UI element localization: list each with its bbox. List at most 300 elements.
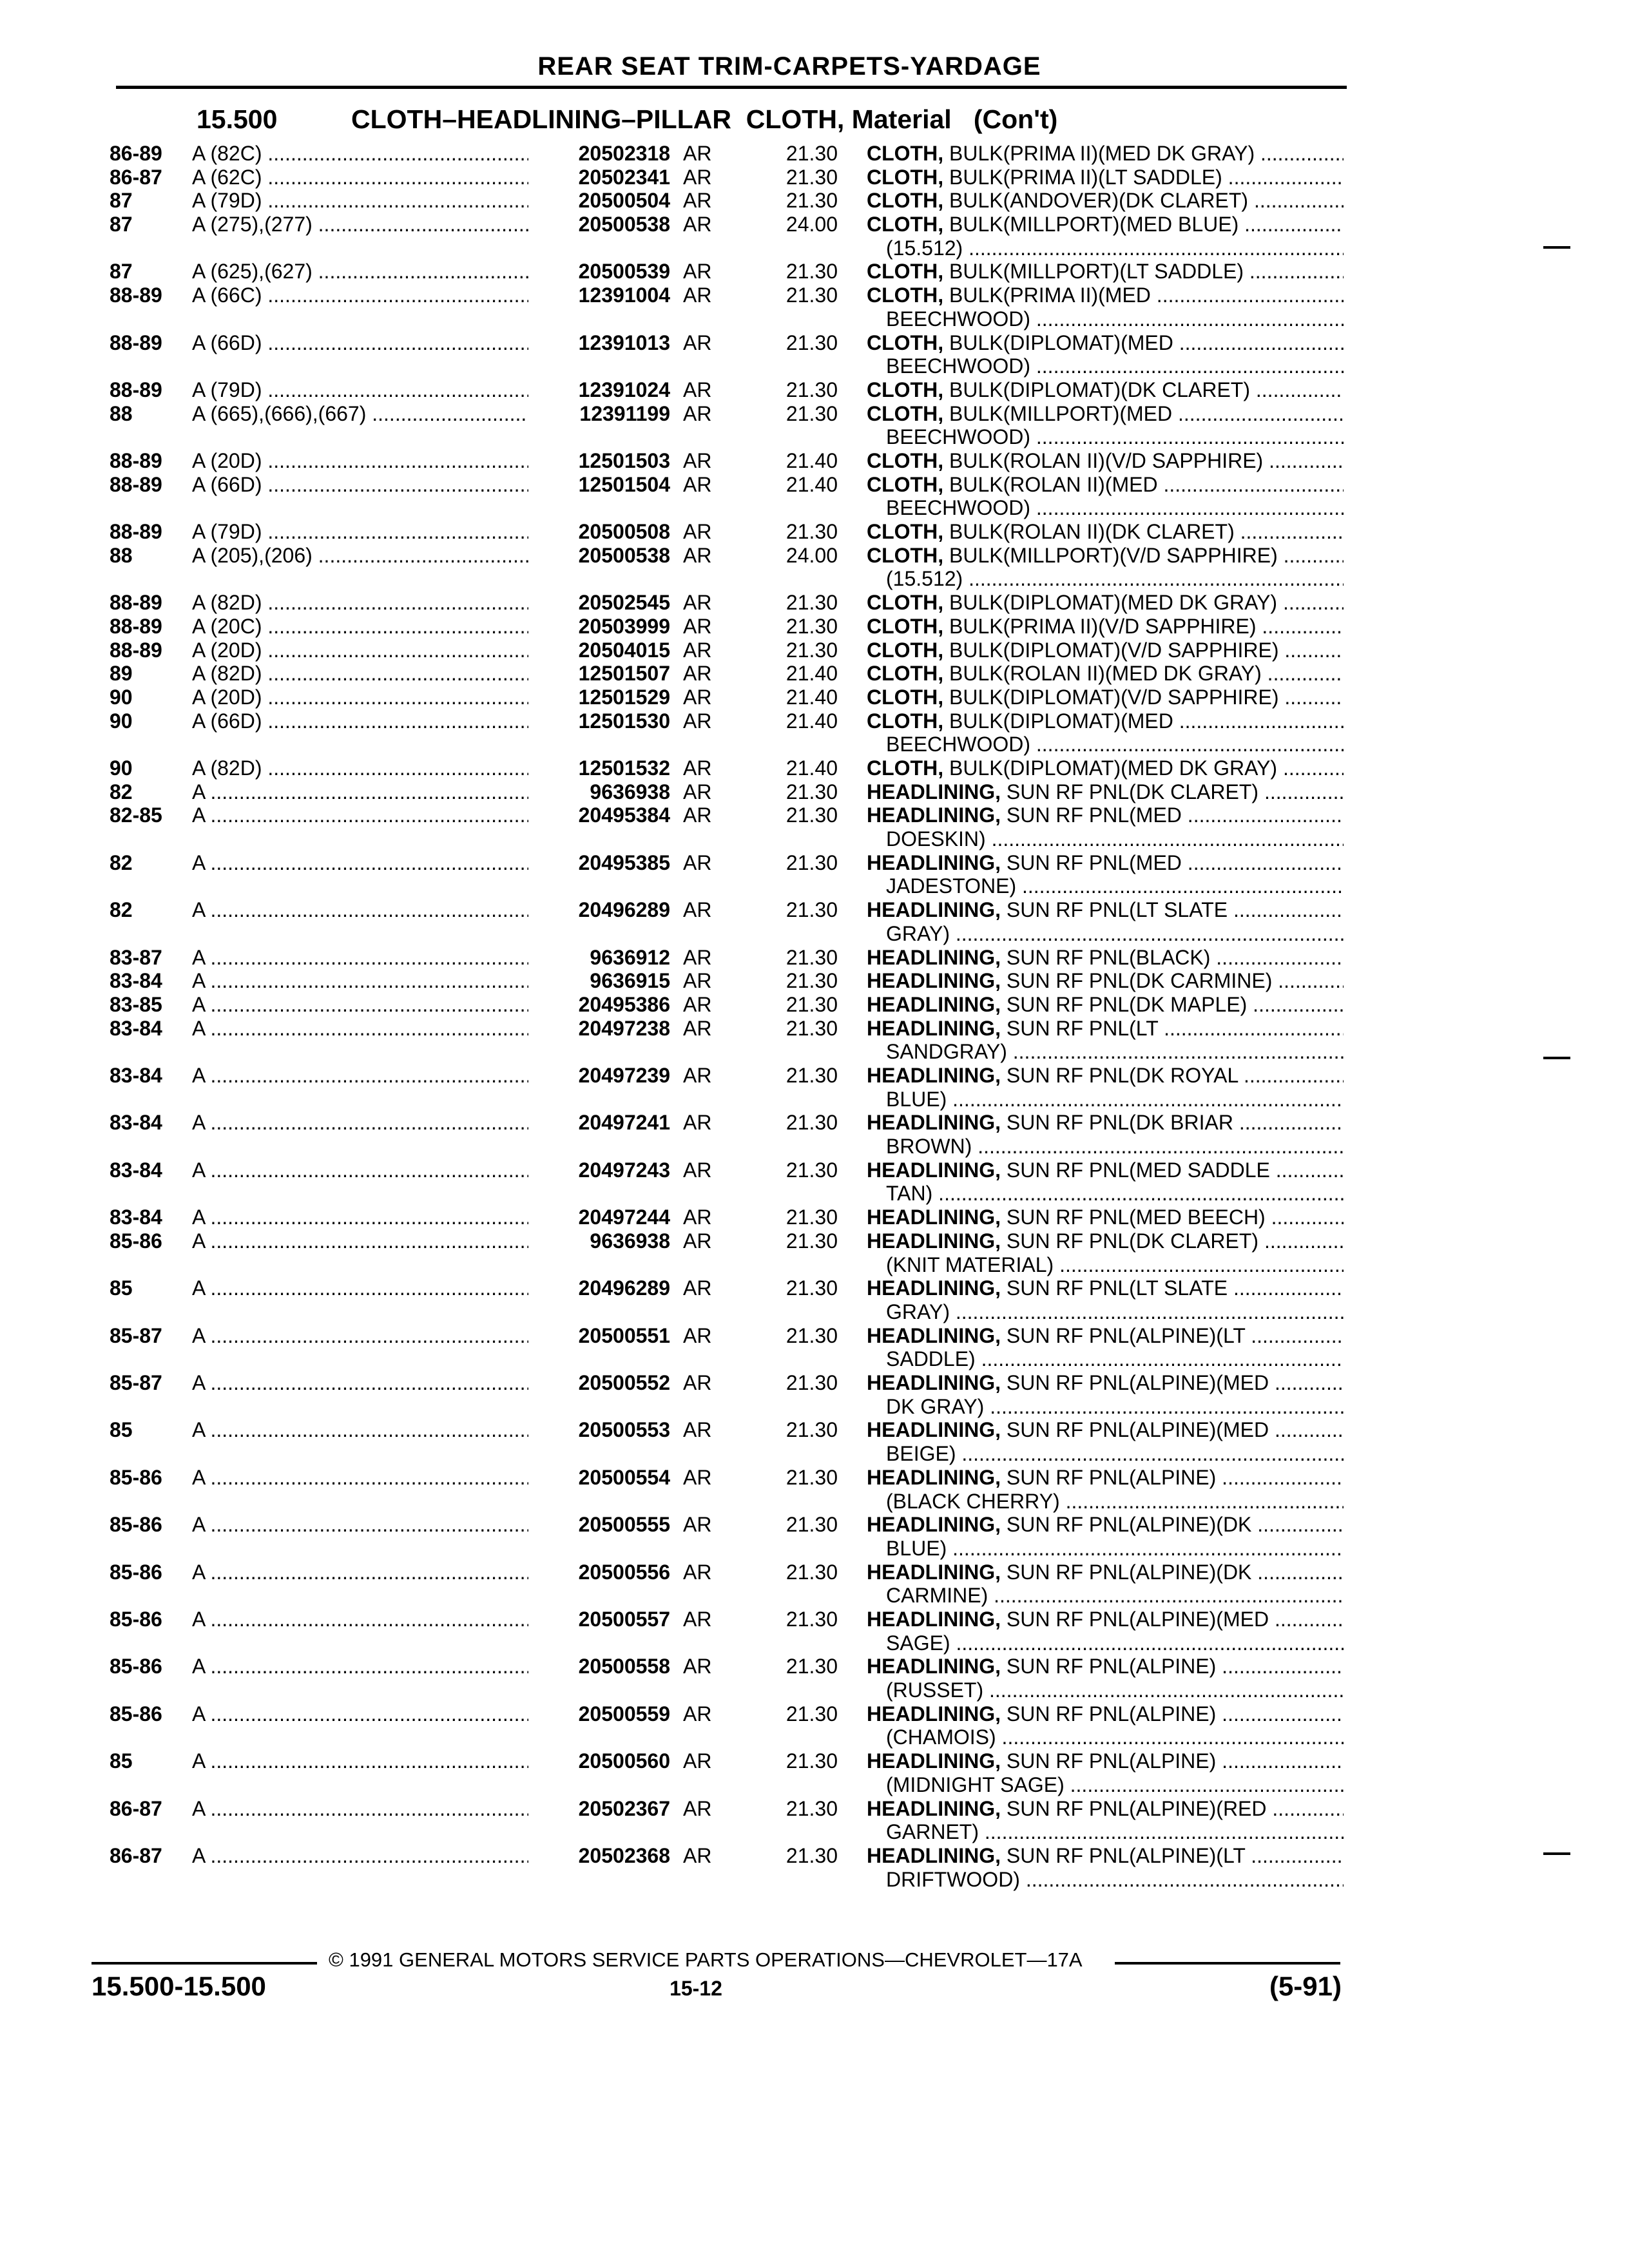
section-title: CLOTH–HEADLINING–PILLAR CLOTH, Material (Con't) — [351, 104, 1058, 134]
model-year: 83-84 — [110, 1158, 162, 1182]
model-year: 86-87 — [110, 165, 162, 189]
model-year: 83-84 — [110, 1111, 162, 1135]
description-line — [867, 591, 1344, 615]
quantity: AR — [683, 1607, 712, 1631]
description-line — [867, 1844, 1344, 1868]
model-year: 88-89 — [110, 638, 162, 662]
price: 21.30 — [786, 1016, 838, 1040]
description-keyword: CLOTH, — [867, 591, 944, 615]
table-row — [0, 1797, 1629, 1844]
description — [867, 1017, 1344, 1064]
illustration-ref: A ..... — [192, 803, 540, 827]
quantity: AR — [683, 165, 712, 189]
description-keyword: HEADLINING, — [867, 1796, 1001, 1820]
price: 21.40 — [786, 709, 838, 733]
description-text: SUN RF PNL(DK CLARET) — [1001, 1229, 1259, 1253]
description-text: BULK(MILLPORT)(LT SADDLE) — [943, 260, 1244, 284]
table-row — [0, 1229, 1629, 1276]
description-text: SUN RF PNL(MED SADDLE — [1001, 1158, 1270, 1182]
quantity: AR — [683, 945, 712, 969]
description — [867, 1655, 1344, 1702]
model-year: 85-86 — [110, 1607, 162, 1631]
description-keyword: HEADLINING, — [867, 1465, 1001, 1489]
model-year: 88-89 — [110, 591, 162, 615]
description — [867, 473, 1344, 520]
quantity: AR — [683, 1749, 712, 1773]
description — [867, 709, 1344, 756]
illustration-ref: A ..... — [192, 851, 540, 875]
description-text: BULK(DIPLOMAT)(DK CLARET) — [943, 378, 1250, 401]
quantity: AR — [683, 803, 712, 827]
quantity: AR — [683, 1323, 712, 1347]
illustration-ref: A ..... — [192, 1017, 540, 1041]
part-number: 20497244 — [528, 1206, 670, 1229]
margin-mark — [1543, 1057, 1570, 1059]
description-keyword: CLOTH, — [867, 213, 944, 236]
description-line — [867, 1608, 1344, 1631]
description-line — [867, 1466, 1344, 1490]
price: 21.30 — [786, 142, 838, 165]
price: 21.30 — [786, 1796, 838, 1820]
model-year: 82 — [110, 850, 133, 874]
description-continuation: DK GRAY) ..... — [867, 1395, 1344, 1419]
description — [867, 378, 1344, 402]
illustration-ref: A (79D) ..... — [192, 378, 540, 402]
description-text: SUN RF PNL(ALPINE)(DK — [1001, 1560, 1252, 1584]
table-row — [0, 1206, 1629, 1229]
description-line — [867, 709, 1344, 733]
description-continuation: BEIGE) ..... — [867, 1442, 1344, 1466]
price: 21.40 — [786, 662, 838, 686]
description-keyword: HEADLINING, — [867, 1702, 1001, 1725]
description-keyword: HEADLINING, — [867, 1418, 1001, 1442]
part-number: 9636938 — [528, 780, 670, 804]
description-continuation: SAGE) ..... — [867, 1631, 1344, 1655]
description-line — [867, 1017, 1344, 1041]
description — [867, 1513, 1344, 1560]
table-row — [0, 1513, 1629, 1560]
table-row — [0, 709, 1629, 756]
quantity: AR — [683, 992, 712, 1016]
quantity: AR — [683, 1158, 712, 1182]
table-row — [0, 166, 1629, 189]
description-text: SUN RF PNL(ALPINE)(MED — [1001, 1371, 1269, 1395]
description-line — [867, 615, 1344, 639]
part-number: 20500553 — [528, 1418, 670, 1442]
table-row — [0, 284, 1629, 331]
description — [867, 189, 1344, 213]
header-rule — [116, 86, 1347, 89]
part-number: 9636915 — [528, 969, 670, 993]
model-year: 83-84 — [110, 1063, 162, 1087]
price: 21.30 — [786, 614, 838, 638]
quantity: AR — [683, 378, 712, 401]
model-year: 89 — [110, 662, 133, 686]
price: 21.30 — [786, 1843, 838, 1867]
model-year: 85-87 — [110, 1323, 162, 1347]
price: 21.30 — [786, 1276, 838, 1300]
description-continuation: BEECHWOOD) ..... — [867, 496, 1344, 520]
model-year: 88-89 — [110, 378, 162, 401]
part-number: 20497238 — [528, 1017, 670, 1041]
description-keyword: CLOTH, — [867, 142, 944, 165]
price: 21.30 — [786, 992, 838, 1016]
description-keyword: CLOTH, — [867, 756, 944, 780]
illustration-ref: A ..... — [192, 780, 540, 804]
price: 21.30 — [786, 638, 838, 662]
description-line — [867, 1111, 1344, 1135]
description — [867, 1206, 1344, 1229]
quantity: AR — [683, 449, 712, 472]
description-line — [867, 780, 1344, 804]
description-keyword: CLOTH, — [867, 685, 944, 709]
price: 21.30 — [786, 1702, 838, 1725]
description-line — [867, 1064, 1344, 1088]
description-text: SUN RF PNL(ALPINE) — [1001, 1655, 1217, 1678]
price: 21.30 — [786, 803, 838, 827]
table-row — [0, 686, 1629, 709]
description — [867, 993, 1344, 1017]
table-row — [0, 639, 1629, 662]
description-line — [867, 544, 1344, 568]
quantity: AR — [683, 189, 712, 213]
model-year: 88-89 — [110, 614, 162, 638]
table-row — [0, 1276, 1629, 1323]
model-year: 88-89 — [110, 520, 162, 544]
quantity: AR — [683, 1229, 712, 1253]
description-keyword: HEADLINING, — [867, 1063, 1001, 1087]
table-row — [0, 780, 1629, 804]
description-text: BULK(PRIMA II)(MED DK GRAY) — [943, 142, 1255, 165]
description-text: BULK(DIPLOMAT)(MED DK GRAY) — [943, 756, 1278, 780]
description-line — [867, 1749, 1344, 1773]
description-keyword: HEADLINING, — [867, 1016, 1001, 1040]
description-line — [867, 993, 1344, 1017]
description-line — [867, 851, 1344, 875]
page-number: 15-12 — [670, 1977, 722, 2000]
illustration-ref: A ..... — [192, 1206, 540, 1229]
description-keyword: CLOTH, — [867, 165, 944, 189]
description-text: SUN RF PNL(LT — [1001, 1016, 1159, 1040]
description-keyword: CLOTH, — [867, 378, 944, 401]
quantity: AR — [683, 898, 712, 922]
quantity: AR — [683, 1843, 712, 1867]
model-year: 83-84 — [110, 1206, 162, 1229]
description-keyword: HEADLINING, — [867, 1371, 1001, 1395]
illustration-ref: A (66D) ..... — [192, 331, 540, 355]
table-row — [0, 142, 1629, 166]
description — [867, 662, 1344, 686]
price: 21.30 — [786, 260, 838, 284]
description — [867, 1844, 1344, 1891]
quantity: AR — [683, 969, 712, 993]
part-number: 20495385 — [528, 851, 670, 875]
page-title: REAR SEAT TRIM-CARPETS-YARDAGE — [537, 52, 1041, 81]
price: 21.30 — [786, 1418, 838, 1442]
description-keyword: HEADLINING, — [867, 780, 1001, 803]
illustration-ref: A ..... — [192, 1064, 540, 1088]
price: 21.30 — [786, 1063, 838, 1087]
part-number: 20502367 — [528, 1797, 670, 1821]
description-keyword: HEADLINING, — [867, 969, 1001, 993]
model-year: 85-87 — [110, 1371, 162, 1395]
illustration-ref: A ..... — [192, 1276, 540, 1300]
description-text: SUN RF PNL(DK BRIAR — [1001, 1111, 1233, 1135]
price: 21.30 — [786, 520, 838, 544]
description — [867, 615, 1344, 639]
part-number: 20497239 — [528, 1064, 670, 1088]
illustration-ref: A ..... — [192, 1844, 540, 1868]
part-number: 20500508 — [528, 520, 670, 544]
table-row — [0, 1158, 1629, 1206]
illustration-ref: A ..... — [192, 1513, 540, 1537]
price: 21.30 — [786, 189, 838, 213]
description-line — [867, 1371, 1344, 1395]
quantity: AR — [683, 591, 712, 615]
model-year: 82 — [110, 898, 133, 922]
model-year: 82-85 — [110, 803, 162, 827]
quantity: AR — [683, 1111, 712, 1135]
description-line — [867, 969, 1344, 993]
part-number: 20496289 — [528, 1276, 670, 1300]
description-keyword: HEADLINING, — [867, 1513, 1001, 1537]
table-row — [0, 1561, 1629, 1608]
quantity: AR — [683, 756, 712, 780]
description-text: BULK(PRIMA II)(V/D SAPPHIRE) — [943, 614, 1257, 638]
description-keyword: CLOTH, — [867, 331, 944, 354]
quantity: AR — [683, 520, 712, 544]
quantity: AR — [683, 1206, 712, 1229]
illustration-ref: A (275),(277) ..... — [192, 213, 540, 236]
description-text: BULK(MILLPORT)(MED — [943, 401, 1173, 425]
model-year: 87 — [110, 260, 133, 284]
description-keyword: HEADLINING, — [867, 1158, 1001, 1182]
description-continuation: GRAY) ..... — [867, 922, 1344, 946]
description-line — [867, 189, 1344, 213]
price: 21.30 — [786, 378, 838, 401]
quantity: AR — [683, 472, 712, 496]
description — [867, 1418, 1344, 1465]
part-number: 20502341 — [528, 166, 670, 189]
description-keyword: HEADLINING, — [867, 1607, 1001, 1631]
description-continuation: DRIFTWOOD) ..... — [867, 1868, 1344, 1892]
part-number: 20500555 — [528, 1513, 670, 1537]
description — [867, 1561, 1344, 1608]
model-year: 83-84 — [110, 969, 162, 993]
description — [867, 639, 1344, 662]
price: 21.30 — [786, 1465, 838, 1489]
description-text: SUN RF PNL(DK ROYAL — [1001, 1063, 1239, 1087]
description-keyword: HEADLINING, — [867, 992, 1001, 1016]
description-keyword: HEADLINING, — [867, 1276, 1001, 1300]
quantity: AR — [683, 1063, 712, 1087]
description-keyword: CLOTH, — [867, 662, 944, 686]
description — [867, 1111, 1344, 1158]
illustration-ref: A ..... — [192, 946, 540, 970]
part-number: 20497241 — [528, 1111, 670, 1135]
margin-mark — [1543, 1852, 1570, 1855]
description-keyword: HEADLINING, — [867, 803, 1001, 827]
price: 24.00 — [786, 213, 838, 236]
part-number: 20496289 — [528, 898, 670, 922]
description-keyword: CLOTH, — [867, 638, 944, 662]
description — [867, 1158, 1344, 1206]
description-text: SUN RF PNL(MED — [1001, 850, 1182, 874]
description-keyword: HEADLINING, — [867, 1206, 1001, 1229]
description-keyword: HEADLINING, — [867, 1229, 1001, 1253]
description — [867, 213, 1344, 260]
description-keyword: HEADLINING, — [867, 850, 1001, 874]
description-line — [867, 402, 1344, 426]
table-row — [0, 946, 1629, 970]
description-text: BULK(DIPLOMAT)(V/D SAPPHIRE) — [943, 638, 1279, 662]
description-line — [867, 946, 1344, 970]
quantity: AR — [683, 1016, 712, 1040]
description-text: SUN RF PNL(MED — [1001, 803, 1182, 827]
parts-list — [0, 142, 1629, 1891]
description-line — [867, 1655, 1344, 1678]
illustration-ref: A (66D) ..... — [192, 709, 540, 733]
description-keyword: HEADLINING, — [867, 945, 1001, 969]
description-line — [867, 142, 1344, 166]
illustration-ref: A ..... — [192, 1111, 540, 1135]
description — [867, 686, 1344, 709]
revision-date: (5-91) — [1269, 1971, 1342, 2001]
model-year: 87 — [110, 213, 133, 236]
model-year: 83-85 — [110, 992, 162, 1016]
footer-rule-right — [1115, 1962, 1340, 1965]
part-number: 12391013 — [528, 331, 670, 355]
illustration-ref: A (20D) ..... — [192, 449, 540, 473]
part-number: 9636938 — [528, 1229, 670, 1253]
illustration-ref: A ..... — [192, 1371, 540, 1395]
description-text: SUN RF PNL(ALPINE) — [1001, 1465, 1217, 1489]
description-line — [867, 1158, 1344, 1182]
model-year: 85 — [110, 1749, 133, 1773]
part-number: 20500559 — [528, 1702, 670, 1726]
quantity: AR — [683, 1702, 712, 1725]
part-number: 12391024 — [528, 378, 670, 402]
section-number: 15.500 — [197, 104, 278, 134]
description-continuation: BEECHWOOD) ..... — [867, 425, 1344, 449]
description-line — [867, 662, 1344, 686]
model-year: 90 — [110, 709, 133, 733]
illustration-ref: A (82D) ..... — [192, 662, 540, 686]
description-keyword: CLOTH, — [867, 543, 944, 567]
quantity: AR — [683, 331, 712, 354]
quantity: AR — [683, 1276, 712, 1300]
illustration-ref: A ..... — [192, 1655, 540, 1678]
table-row — [0, 1324, 1629, 1371]
part-number: 20502545 — [528, 591, 670, 615]
illustration-ref: A (82C) ..... — [192, 142, 540, 166]
description-continuation: BEECHWOOD) ..... — [867, 733, 1344, 756]
illustration-ref: A ..... — [192, 1158, 540, 1182]
description — [867, 803, 1344, 850]
part-number: 20500552 — [528, 1371, 670, 1395]
illustration-ref: A ..... — [192, 1608, 540, 1631]
description-line — [867, 686, 1344, 709]
quantity: AR — [683, 1371, 712, 1395]
table-row — [0, 544, 1629, 591]
price: 21.30 — [786, 591, 838, 615]
description-line — [867, 449, 1344, 473]
table-row — [0, 213, 1629, 260]
part-number: 12501530 — [528, 709, 670, 733]
description-text: SUN RF PNL(ALPINE) — [1001, 1749, 1217, 1773]
quantity: AR — [683, 1418, 712, 1442]
illustration-ref: A ..... — [192, 1749, 540, 1773]
table-row — [0, 189, 1629, 213]
quantity: AR — [683, 662, 712, 686]
description — [867, 780, 1344, 804]
part-number: 20500554 — [528, 1466, 670, 1490]
description-line — [867, 1276, 1344, 1300]
description-keyword: HEADLINING, — [867, 1323, 1001, 1347]
description-text: SUN RF PNL(ALPINE)(RED — [1001, 1796, 1267, 1820]
illustration-ref: A ..... — [192, 1418, 540, 1442]
quantity: AR — [683, 780, 712, 803]
description-text: SUN RF PNL(DK CLARET) — [1001, 780, 1259, 803]
quantity: AR — [683, 213, 712, 236]
part-number: 12501529 — [528, 686, 670, 709]
part-number: 20500558 — [528, 1655, 670, 1678]
description — [867, 1064, 1344, 1111]
table-row — [0, 520, 1629, 544]
description-text: BULK(DIPLOMAT)(MED DK GRAY) — [943, 591, 1278, 615]
description-continuation: (CHAMOIS) ..... — [867, 1725, 1344, 1749]
model-year: 86-87 — [110, 1843, 162, 1867]
description-line — [867, 1324, 1344, 1348]
description — [867, 591, 1344, 615]
table-row — [0, 1064, 1629, 1111]
table-row — [0, 851, 1629, 898]
description-keyword: HEADLINING, — [867, 1655, 1001, 1678]
quantity: AR — [683, 284, 712, 307]
model-year: 90 — [110, 685, 133, 709]
description-line — [867, 331, 1344, 355]
description-text: BULK(PRIMA II)(LT SADDLE) — [943, 165, 1222, 189]
description-keyword: CLOTH, — [867, 520, 944, 544]
description — [867, 1276, 1344, 1323]
description-line — [867, 1229, 1344, 1253]
description-line — [867, 639, 1344, 662]
description — [867, 331, 1344, 378]
price: 21.30 — [786, 1607, 838, 1631]
description-line — [867, 520, 1344, 544]
price: 21.30 — [786, 1749, 838, 1773]
description — [867, 520, 1344, 544]
price: 21.30 — [786, 1158, 838, 1182]
table-row — [0, 803, 1629, 850]
description — [867, 946, 1344, 970]
illustration-ref: A ..... — [192, 993, 540, 1017]
model-year: 82 — [110, 780, 133, 803]
description-keyword: CLOTH, — [867, 709, 944, 733]
illustration-ref: A (20D) ..... — [192, 686, 540, 709]
table-row — [0, 378, 1629, 402]
illustration-ref: A (665),(666),(667) ..... — [192, 402, 540, 426]
table-row — [0, 473, 1629, 520]
table-row — [0, 1608, 1629, 1655]
model-year: 87 — [110, 189, 133, 213]
description — [867, 142, 1344, 166]
illustration-ref: A ..... — [192, 1324, 540, 1348]
footer-copyright: © 1991 GENERAL MOTORS SERVICE PARTS OPERATIONS—CHEVROLET—17A — [329, 1948, 1083, 1971]
part-number: 20497243 — [528, 1158, 670, 1182]
description — [867, 544, 1344, 591]
description-keyword: CLOTH, — [867, 614, 944, 638]
